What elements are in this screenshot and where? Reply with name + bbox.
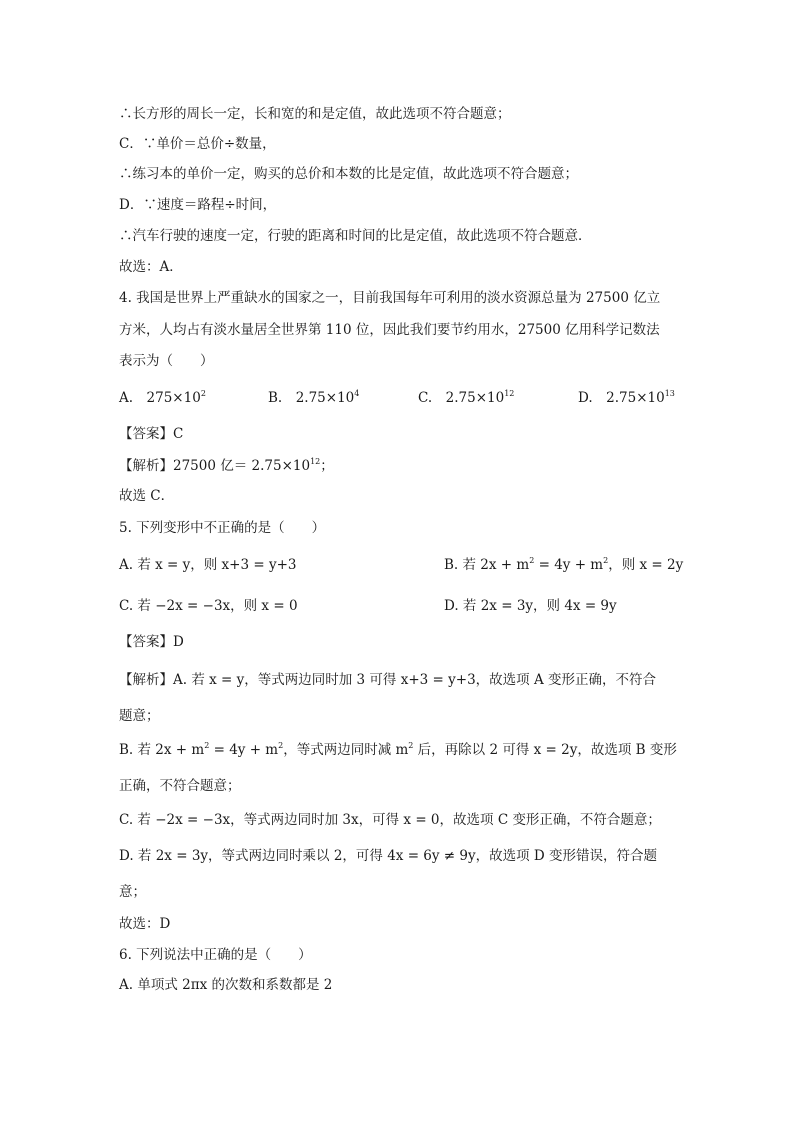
question-4-answer: 【答案】C	[119, 426, 184, 442]
question-4-option-b: B. $2.75\times 10^4$	[268, 389, 360, 406]
text-line: ∴长方形的周长一定，长和宽的和是定值，故此选项不符合题意；	[119, 106, 511, 122]
question-4-choose: 故选 C．	[119, 488, 175, 504]
question-6-stem: 6. 下列说法中正确的是（ ）	[119, 947, 312, 963]
question-5-analysis-c: C. 若 −2x = −3x，等式两边同时加 3x，可得 x = 0，故选项 C 变形正确，不符合题意；	[119, 812, 661, 828]
question-4-stem: 表示为（ ）	[119, 353, 214, 369]
text-line: D．∵速度＝路程÷时间，	[119, 197, 277, 213]
question-5-analysis-d: 意；	[119, 884, 146, 900]
question-6-option-a: A. 单项式 2πx 的次数和系数都是 2	[119, 977, 333, 993]
question-5-answer: 【答案】D	[119, 634, 184, 650]
question-5-analysis-d: D. 若 2x = 3y，等式两边同时乘以 2，可得 4x = 6y ≠ 9y，故选项 D 变形错误，符合题	[119, 848, 658, 864]
question-5-stem: 5. 下列变形中不正确的是（ ）	[119, 520, 326, 536]
question-5-analysis-b: B. 若 $2x + m^2 = 4y + m^2$，等式两边同时减 $m^2$ 后，再除以 2 可得 x = 2y，故选项 B 变形	[119, 741, 677, 758]
text-line: ∴练习本的单价一定，购买的总价和本数的比是定值，故此选项不符合题意；	[119, 166, 578, 182]
text-line: 故选：A．	[119, 259, 183, 275]
question-4-analysis: 【解析】27500 亿＝ $2.75\times 10^{12}$；	[119, 457, 334, 474]
question-5-option-c: C. 若 −2x = −3x，则 x = 0	[119, 598, 298, 614]
question-4-stem: 4. 我国是世界上严重缺水的国家之一，目前我国每年可利用的淡水资源总量为 27500 亿立	[119, 290, 661, 306]
question-5-analysis-a: 题意；	[119, 708, 160, 724]
text-line: C．∵单价＝总价÷数量，	[119, 136, 276, 152]
question-4-stem: 方米，人均占有淡水量居全世界第 110 位，因此我们要节约用水，27500 亿用科学记数法	[119, 322, 660, 338]
question-5-option-a: A. 若 x = y，则 x+3 = y+3	[119, 557, 297, 573]
question-4-option-c: C. $2.75\times 10^{12}$	[418, 389, 515, 406]
question-5-option-d: D. 若 2x = 3y，则 4x = 9y	[444, 598, 617, 614]
question-5-choose: 故选：D	[119, 916, 171, 932]
question-5-analysis-a: 【解析】A. 若 x = y，等式两边同时加 3 可得 x+3 = y+3，故选项 A 变形正确，不符合	[119, 672, 656, 688]
question-5-option-b: B. 若 $2x + m^2 = 4y + m^2$，则 x = 2y	[444, 556, 684, 573]
question-4-option-a: A. $275\times 10^2$	[119, 389, 206, 406]
question-4-option-d: D. $2.75\times 10^{13}$	[578, 389, 675, 406]
text-line: ∴汽车行驶的速度一定，行驶的距离和时间的比是定值，故此选项不符合题意．	[119, 228, 592, 244]
question-5-analysis-b: 正确，不符合题意；	[119, 778, 241, 794]
